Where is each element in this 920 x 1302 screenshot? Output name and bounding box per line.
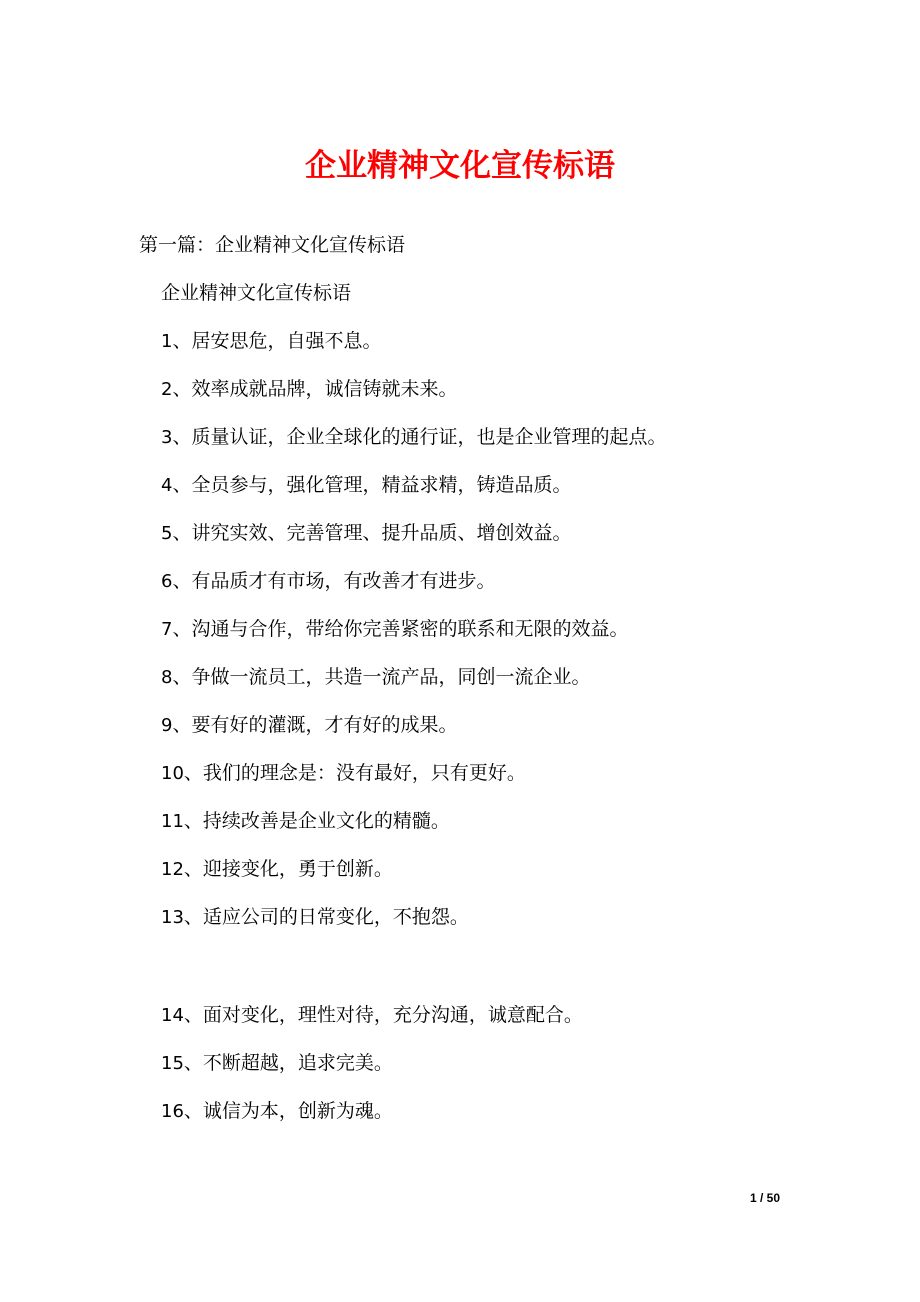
slogan-number: 14 — [161, 1005, 184, 1026]
slogan-number: 8 — [161, 667, 173, 688]
slogan-number: 16 — [161, 1101, 184, 1122]
slogan-separator: 、 — [183, 762, 203, 784]
slogan-text: 讲究实效、完善管理、提升品质、增创效益。 — [191, 522, 572, 544]
slogan-number: 2 — [161, 379, 173, 400]
slogan-separator: 、 — [183, 1100, 203, 1122]
slogan-separator: 、 — [183, 858, 203, 880]
slogan-number: 11 — [161, 811, 184, 832]
slogan-number: 9 — [161, 715, 173, 736]
slogan-item — [161, 902, 469, 933]
slogan-number: 12 — [161, 859, 184, 880]
slogan-separator: 、 — [172, 618, 192, 640]
slogan-item — [161, 662, 590, 693]
page-number: 1 / 50 — [749, 1191, 780, 1205]
slogan-item — [161, 326, 381, 357]
slogan-separator: 、 — [172, 570, 192, 592]
slogan-separator: 、 — [172, 714, 192, 736]
slogan-number: 13 — [161, 907, 184, 928]
slogan-text: 持续改善是企业文化的精髓。 — [202, 810, 450, 832]
slogan-item — [161, 854, 393, 885]
slogan-item — [161, 1096, 393, 1127]
slogan-number: 4 — [161, 475, 173, 496]
slogan-number: 10 — [161, 763, 184, 784]
slogan-number: 5 — [161, 523, 173, 544]
slogan-text: 居安思危，自强不息。 — [191, 330, 382, 352]
slogan-text: 不断超越，追求完美。 — [202, 1052, 393, 1074]
slogan-text: 全员参与，强化管理，精益求精，铸造品质。 — [191, 474, 572, 496]
slogan-text: 有品质才有市场，有改善才有进步。 — [191, 570, 496, 592]
slogan-separator: 、 — [172, 522, 192, 544]
section-heading: 第一篇：企业精神文化宣传标语 — [139, 234, 406, 256]
slogan-item — [161, 422, 666, 453]
slogan-separator: 、 — [183, 906, 203, 928]
slogan-item — [161, 1000, 583, 1031]
slogan-text: 质量认证，企业全球化的通行证，也是企业管理的起点。 — [191, 426, 667, 448]
slogan-text: 诚信为本，创新为魂。 — [202, 1100, 393, 1122]
slogan-text: 面对变化，理性对待，充分沟通，诚意配合。 — [202, 1004, 583, 1026]
slogan-text: 争做一流员工，共造一流产品，同创一流企业。 — [191, 666, 591, 688]
slogan-text: 适应公司的日常变化，不抱怨。 — [202, 906, 469, 928]
slogan-separator: 、 — [183, 1004, 203, 1026]
slogan-item — [161, 518, 571, 549]
slogan-item — [161, 470, 571, 501]
slogan-text: 沟通与合作，带给你完善紧密的联系和无限的效益。 — [191, 618, 629, 640]
slogan-number: 3 — [161, 427, 173, 448]
slogan-separator: 、 — [172, 378, 192, 400]
document-title: 企业精神文化宣传标语 — [305, 148, 615, 184]
slogan-item — [161, 758, 526, 789]
slogan-text: 要有好的灌溉，才有好的成果。 — [191, 714, 458, 736]
subtitle: 企业精神文化宣传标语 — [161, 282, 352, 304]
slogan-separator: 、 — [172, 474, 192, 496]
slogan-text: 我们的理念是：没有最好，只有更好。 — [202, 762, 526, 784]
slogan-number: 6 — [161, 571, 173, 592]
slogan-number: 1 — [161, 331, 173, 352]
slogan-separator: 、 — [172, 666, 192, 688]
slogan-item — [161, 614, 628, 645]
slogan-item — [161, 710, 457, 741]
slogan-separator: 、 — [172, 426, 192, 448]
slogan-item — [161, 566, 495, 597]
slogan-separator: 、 — [183, 1052, 203, 1074]
slogan-text: 效率成就品牌，诚信铸就未来。 — [191, 378, 458, 400]
slogan-separator: 、 — [172, 330, 192, 352]
slogan-number: 15 — [161, 1053, 184, 1074]
slogan-item — [161, 374, 457, 405]
slogan-separator: 、 — [183, 810, 203, 832]
slogan-item — [161, 806, 450, 837]
slogan-item — [161, 1048, 393, 1079]
slogan-number: 7 — [161, 619, 173, 640]
slogan-text: 迎接变化，勇于创新。 — [202, 858, 393, 880]
